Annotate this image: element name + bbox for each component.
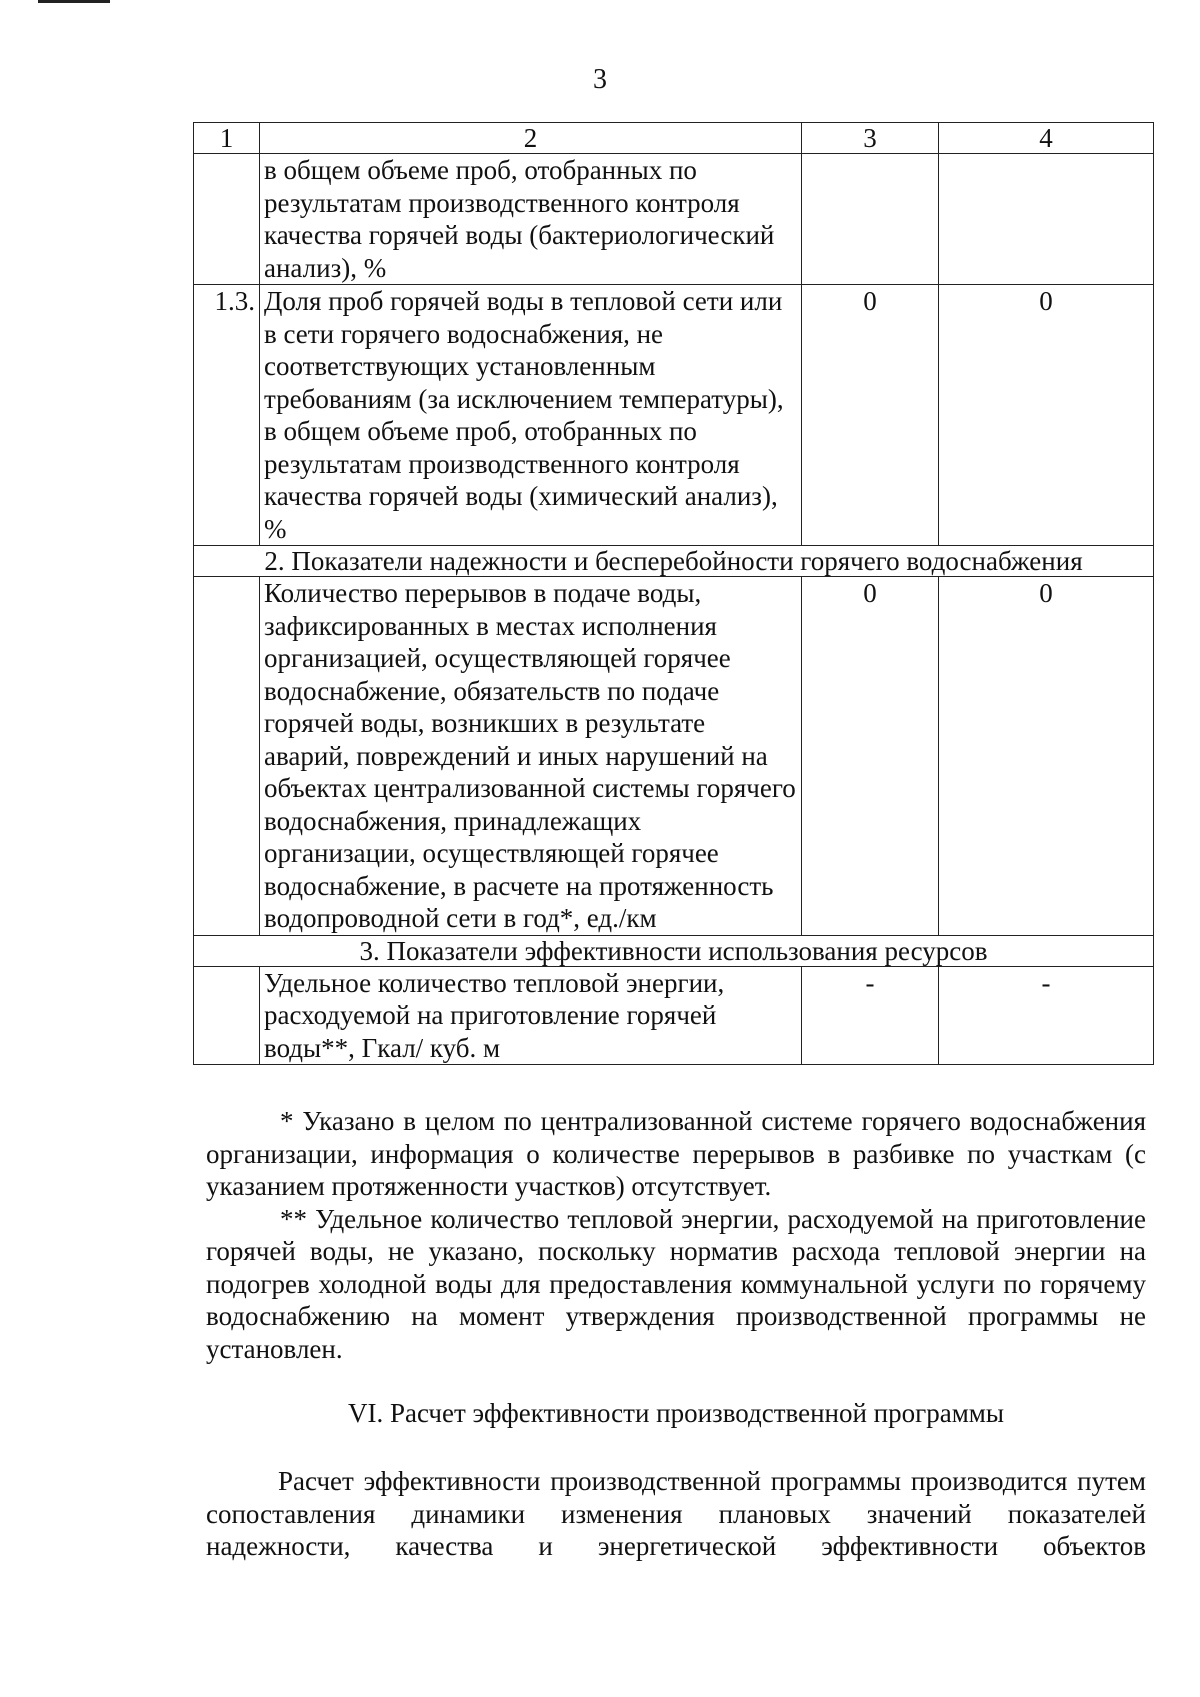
indicators-table bbox=[193, 122, 1154, 1065]
section-title: 3. Показатели эффективности использования ресурсов bbox=[194, 935, 1154, 966]
column-3-header: 3 bbox=[802, 123, 939, 154]
column-number-header: 1 bbox=[194, 123, 260, 154]
row-indicator-text: Доля проб горячей воды в тепловой сети или в сети горячего водоснабжения, не соответствующих установленным требованиям (за исключением температуры), в общем объеме проб, отобранных по результатам производственного контроля качества горячей воды (химический анализ), % bbox=[260, 285, 802, 546]
section-title: 2. Показатели надежности и бесперебойности горячего водоснабжения bbox=[194, 546, 1154, 577]
row-value-3 bbox=[802, 154, 939, 285]
row-number bbox=[194, 966, 260, 1065]
page-number: 3 bbox=[593, 64, 607, 95]
row-indicator-text: Количество перерывов в подаче воды, зафиксированных в местах исполнения организацией, осуществляющей горячее водоснабжение, обязательств по подаче горячей воды, возникших в результате аварий, повреждений и иных нарушений на объектах централизованной системы горячего водоснабжения, принадлежащих организации, осуществляющей горячее водоснабжение, в расчете на протяженность водопроводной сети в год*, ед./км bbox=[260, 577, 802, 936]
table-row bbox=[194, 577, 1154, 936]
row-value-3: 0 bbox=[802, 577, 939, 936]
row-number bbox=[194, 154, 260, 285]
row-value-4: 0 bbox=[939, 577, 1154, 936]
table-row bbox=[194, 154, 1154, 285]
row-value-3: - bbox=[802, 966, 939, 1065]
section-heading: VI. Расчет эффективности производственной программы bbox=[347, 1398, 1004, 1428]
scan-corner-mark bbox=[38, 0, 110, 3]
row-number: 1.3. bbox=[194, 285, 260, 546]
table-header-row bbox=[194, 123, 1154, 154]
row-value-4: - bbox=[939, 966, 1154, 1065]
body-paragraph: Расчет эффективности производственной программы производится путем сопоставления динамики изменения плановых значений показателей надежности, качества и энергетической эффективности объектов bbox=[206, 1466, 1146, 1561]
row-number bbox=[194, 577, 260, 936]
column-name-header: 2 bbox=[260, 123, 802, 154]
footnote-2: ** Удельное количество тепловой энергии, расходуемой на приготовление горячей воды, не указано, поскольку норматив расхода тепловой энергии на подогрев холодной воды для предоставления коммунальной услуги по горячему водоснабжению на момент утверждения производственной программы не установлен. bbox=[206, 1203, 1146, 1364]
row-indicator-text: в общем объеме проб, отобранных по результатам производственного контроля качества горячей воды (бактериологический анализ), % bbox=[260, 154, 802, 285]
row-indicator-text: Удельное количество тепловой энергии, расходуемой на приготовление горячей воды**, Гкал/ куб. м bbox=[260, 966, 802, 1065]
footnote-1: * Указано в целом по централизованной системе горячего водоснабжения организации, информация о количестве перерывов в разбивке по участкам (с указанием протяженности участков) отсутствует. bbox=[206, 1106, 1146, 1201]
section-row bbox=[194, 546, 1154, 577]
section-row bbox=[194, 935, 1154, 966]
column-4-header: 4 bbox=[939, 123, 1154, 154]
row-value-3: 0 bbox=[802, 285, 939, 546]
table-row bbox=[194, 285, 1154, 546]
footnotes bbox=[206, 1105, 1146, 1365]
table-row bbox=[194, 966, 1154, 1065]
row-value-4 bbox=[939, 154, 1154, 285]
row-value-4: 0 bbox=[939, 285, 1154, 546]
